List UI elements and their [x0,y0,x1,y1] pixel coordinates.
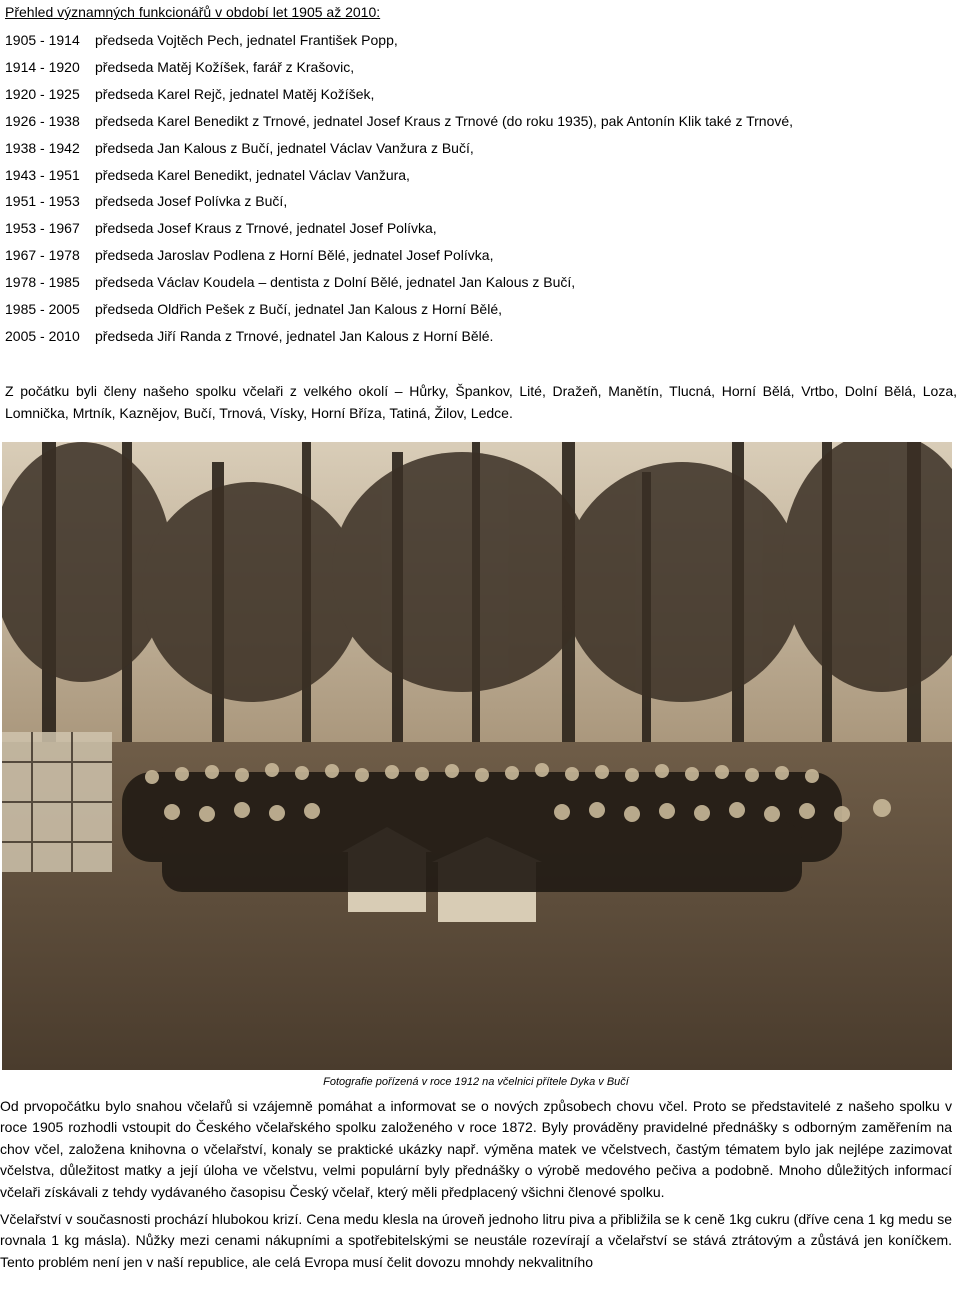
timeline-item [5,242,957,269]
timeline-years: 1938 - 1942 [5,139,80,156]
timeline-item [5,215,957,242]
timeline-years: 1985 - 2005 [5,301,80,318]
document-page [5,0,957,424]
historic-group-photo [2,442,952,1070]
timeline-item [5,323,957,350]
timeline-years: 1951 - 1953 [5,193,80,210]
timeline-text: předseda Karel Rejč, jednatel Matěj Kožíšek, [95,85,375,102]
timeline-text: předseda Matěj Kožíšek, farář z Krašovic, [95,58,355,75]
timeline-years: 1920 - 1925 [5,85,80,102]
timeline-text: předseda Josef Kraus z Trnové, jednatel Josef Polívka, [95,220,437,237]
body-text [0,1096,952,1279]
section-heading: Přehled významných funkcionářů v období let 1905 až 2010: [5,4,381,20]
intro-paragraph: Z počátku byli členy našeho spolku včelaři z velkého okolí – Hůrky, Špankov, Lité, Dražeň, Manětín, Tlucná, Horní Bělá, Vrtbo, Dolní Bělá, Loza, Lomnička, Mrtník, Kaznějov, Bučí, Trnová, Vísky, Horní Bříza, Tatiná, Žilov, Ledce. [5,382,957,421]
timeline-text: předseda Jan Kalous z Bučí, jednatel Václav Vanžura z Bučí, [95,139,474,156]
timeline-years: 1953 - 1967 [5,220,80,237]
timeline-item [5,269,957,296]
timeline-text: předseda Josef Polívka z Bučí, [95,193,288,210]
timeline-years: 1967 - 1978 [5,247,80,264]
timeline-text: předseda Oldřich Pešek z Bučí, jednatel Jan Kalous z Horní Bělé, [95,301,502,318]
timeline-text: předseda Jiří Randa z Trnové, jednatel Jan Kalous z Horní Bělé. [95,327,494,344]
timeline-item [5,108,957,135]
timeline-text: předseda Karel Benedikt z Trnové, jednatel Josef Kraus z Trnové (do roku 1935), pak Antonín Klik také z Trnové, [95,112,794,129]
timeline-item [5,162,957,189]
timeline-years: 1914 - 1920 [5,58,80,75]
timeline-item [5,54,957,81]
paragraph: Od prvopočátku bylo snahou včelařů si vzájemně pomáhat a informovat se o nových způsobech chovu včel. Proto se představitelé z našeho spolku v roce 1905 rozhodli vstoupit do Českého včelařského spolku založeného v roce 1872. Byly prováděny pravidelné přednášky s odborným zaměřením na chov včel, založena knihovna o včelařství, konaly se praktické ukázky např. výměna matek ve včelstvech, častým tématem bylo jak nejlépe zazimovat včelstva, důležitost matky a její úloha ve včelstvu, velmi populární byly přednášky o výrobě medového pečiva a podobně. Mnoho důležitých informací včelaři získávali z tehdy vydávaného časopisu Český včelař, který měli předplacený všichni členové spolku. [0,1098,952,1200]
timeline-text: předseda Karel Benedikt, jednatel Václav Vanžura, [95,166,410,183]
paragraph: Včelařství v současnosti prochází hlubokou krizí. Cena medu klesla na úroveň jednoho litru piva a přibližila se k ceně 1kg cukru (dříve cena 1 kg medu se rovnala 1 kg másla). Nůžky mezi cenami nákupními a spotřebitelskými se neustále rozevírají a včelařství se stává ztrátovým a zůstává jen koníčkem. Tento problém není jen v naší republice, ale celá Evropa musí čelit dovozu mnohdy nekvalitního [0,1211,952,1270]
timeline-item [5,135,957,162]
timeline-years: 1905 - 1914 [5,32,80,48]
timeline-years: 1926 - 1938 [5,112,80,129]
timeline-text: předseda Jaroslav Podlena z Horní Bělé, jednatel Josef Polívka, [95,247,494,264]
timeline-years: 1978 - 1985 [5,274,80,291]
timeline-text: předseda Vojtěch Pech, jednatel František Popp, [95,32,398,48]
timeline-years: 1943 - 1951 [5,166,80,183]
timeline-item [5,188,957,215]
photo-illustration [2,442,952,1070]
timeline-years: 2005 - 2010 [5,327,80,344]
officials-timeline [5,27,957,350]
timeline-text: předseda Václav Koudela – dentista z Dolní Bělé, jednatel Jan Kalous z Bučí, [95,274,576,291]
photo-caption: Fotografie pořízená v roce 1912 na včelnici přítele Dyka v Bučí [323,1076,629,1088]
timeline-item [5,27,957,54]
timeline-item [5,81,957,108]
timeline-item [5,296,957,323]
